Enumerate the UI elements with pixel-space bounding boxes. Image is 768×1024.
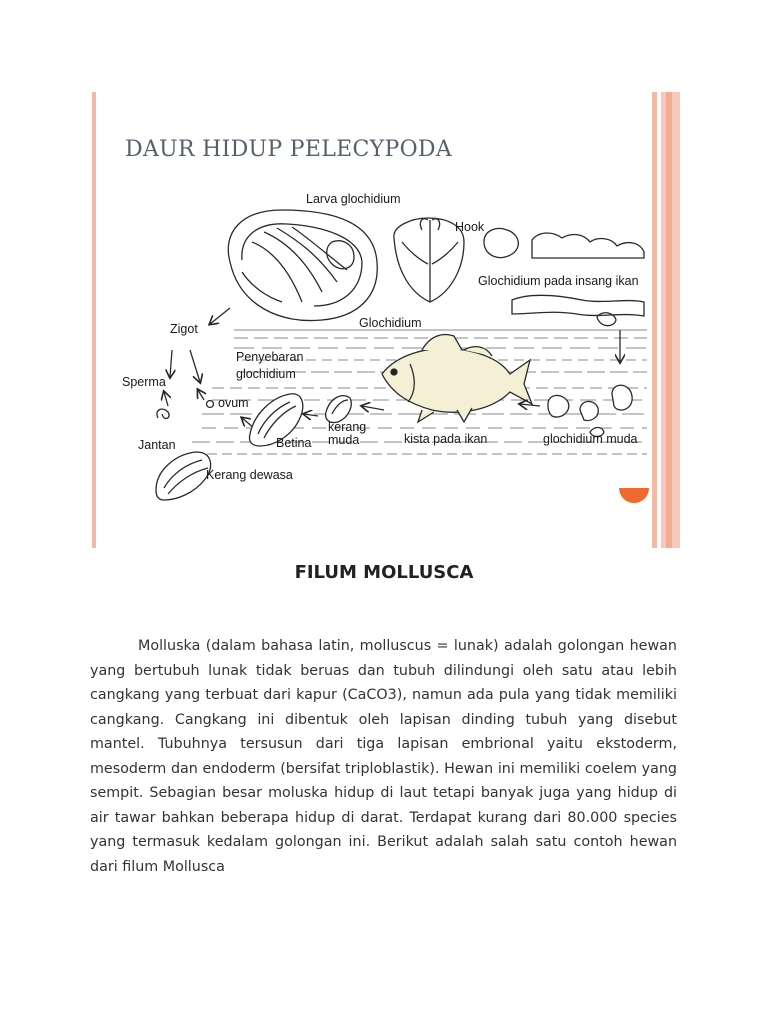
adult-mussel — [156, 452, 211, 500]
young-glochidium-shapes — [548, 385, 632, 436]
life-cycle-slide-image — [92, 92, 680, 548]
label-kista-pada-ikan: kista pada ikan — [404, 432, 488, 446]
label-kerang-dewasa: Kerang dewasa — [206, 468, 293, 482]
label-penyebaran-glochidium: glochidium — [236, 367, 296, 381]
label-glochidium-insang: Glochidium pada insang ikan — [478, 274, 639, 288]
label-kerang: kerang — [328, 420, 367, 434]
label-jantan: Jantan — [138, 438, 176, 452]
label-larva-glochidium: Larva glochidium — [306, 192, 401, 206]
label-zigot: Zigot — [170, 322, 198, 336]
hook-glochidium — [394, 218, 464, 302]
label-glochidium-muda: glochidium muda — [543, 432, 638, 446]
label-ovum: ovum — [218, 396, 249, 410]
label-penyebaran: Penyebaran — [236, 350, 304, 364]
slide-title: DAUR HIDUP PELECYPODA — [125, 137, 453, 162]
ovum-cell — [207, 401, 214, 408]
slide-right-border-stripe — [652, 92, 657, 548]
label-hook: Hook — [455, 220, 485, 234]
label-sperma: Sperma — [122, 375, 166, 389]
document-title: FILUM MOLLUSCA — [294, 562, 474, 583]
label-muda: muda — [328, 433, 360, 447]
slide-right-border-stripe-dark — [666, 92, 672, 548]
intro-paragraph: Molluska (dalam bahasa latin, molluscus = lunak) adalah golongan hewan yang bertubuh lunak tidak beruas dan tubuh dilindungi oleh satu atau lebih cangkang yang terbuat dari kapur (CaCO3), namun ada pula yang tidak memiliki cangkang. Cangkang ini dibentuk oleh lapisan dinding tubuh yang disebut mantel. Tubuhnya tersusun dari tiga lapisan embrional yaitu ekstoderm, mesoderm dan endoderm (bersifat triploblastik). Hewan ini memiliki coelem yang sempit. Sebagian besar moluska hidup di laut tetapi banyak juga yang hidup di air tawar bahkan beberapa hidup di darat. Terdapat kurang dari 80.000 species yang termasuk kedalam golongan ini. Berikut adalah salah satu contoh hewan dari filum Mollusca — [90, 638, 677, 875]
sperm — [157, 409, 169, 418]
label-glochidium: Glochidium — [359, 316, 422, 330]
label-betina: Betina — [276, 436, 312, 450]
larva-glochidium-shell — [228, 210, 377, 321]
